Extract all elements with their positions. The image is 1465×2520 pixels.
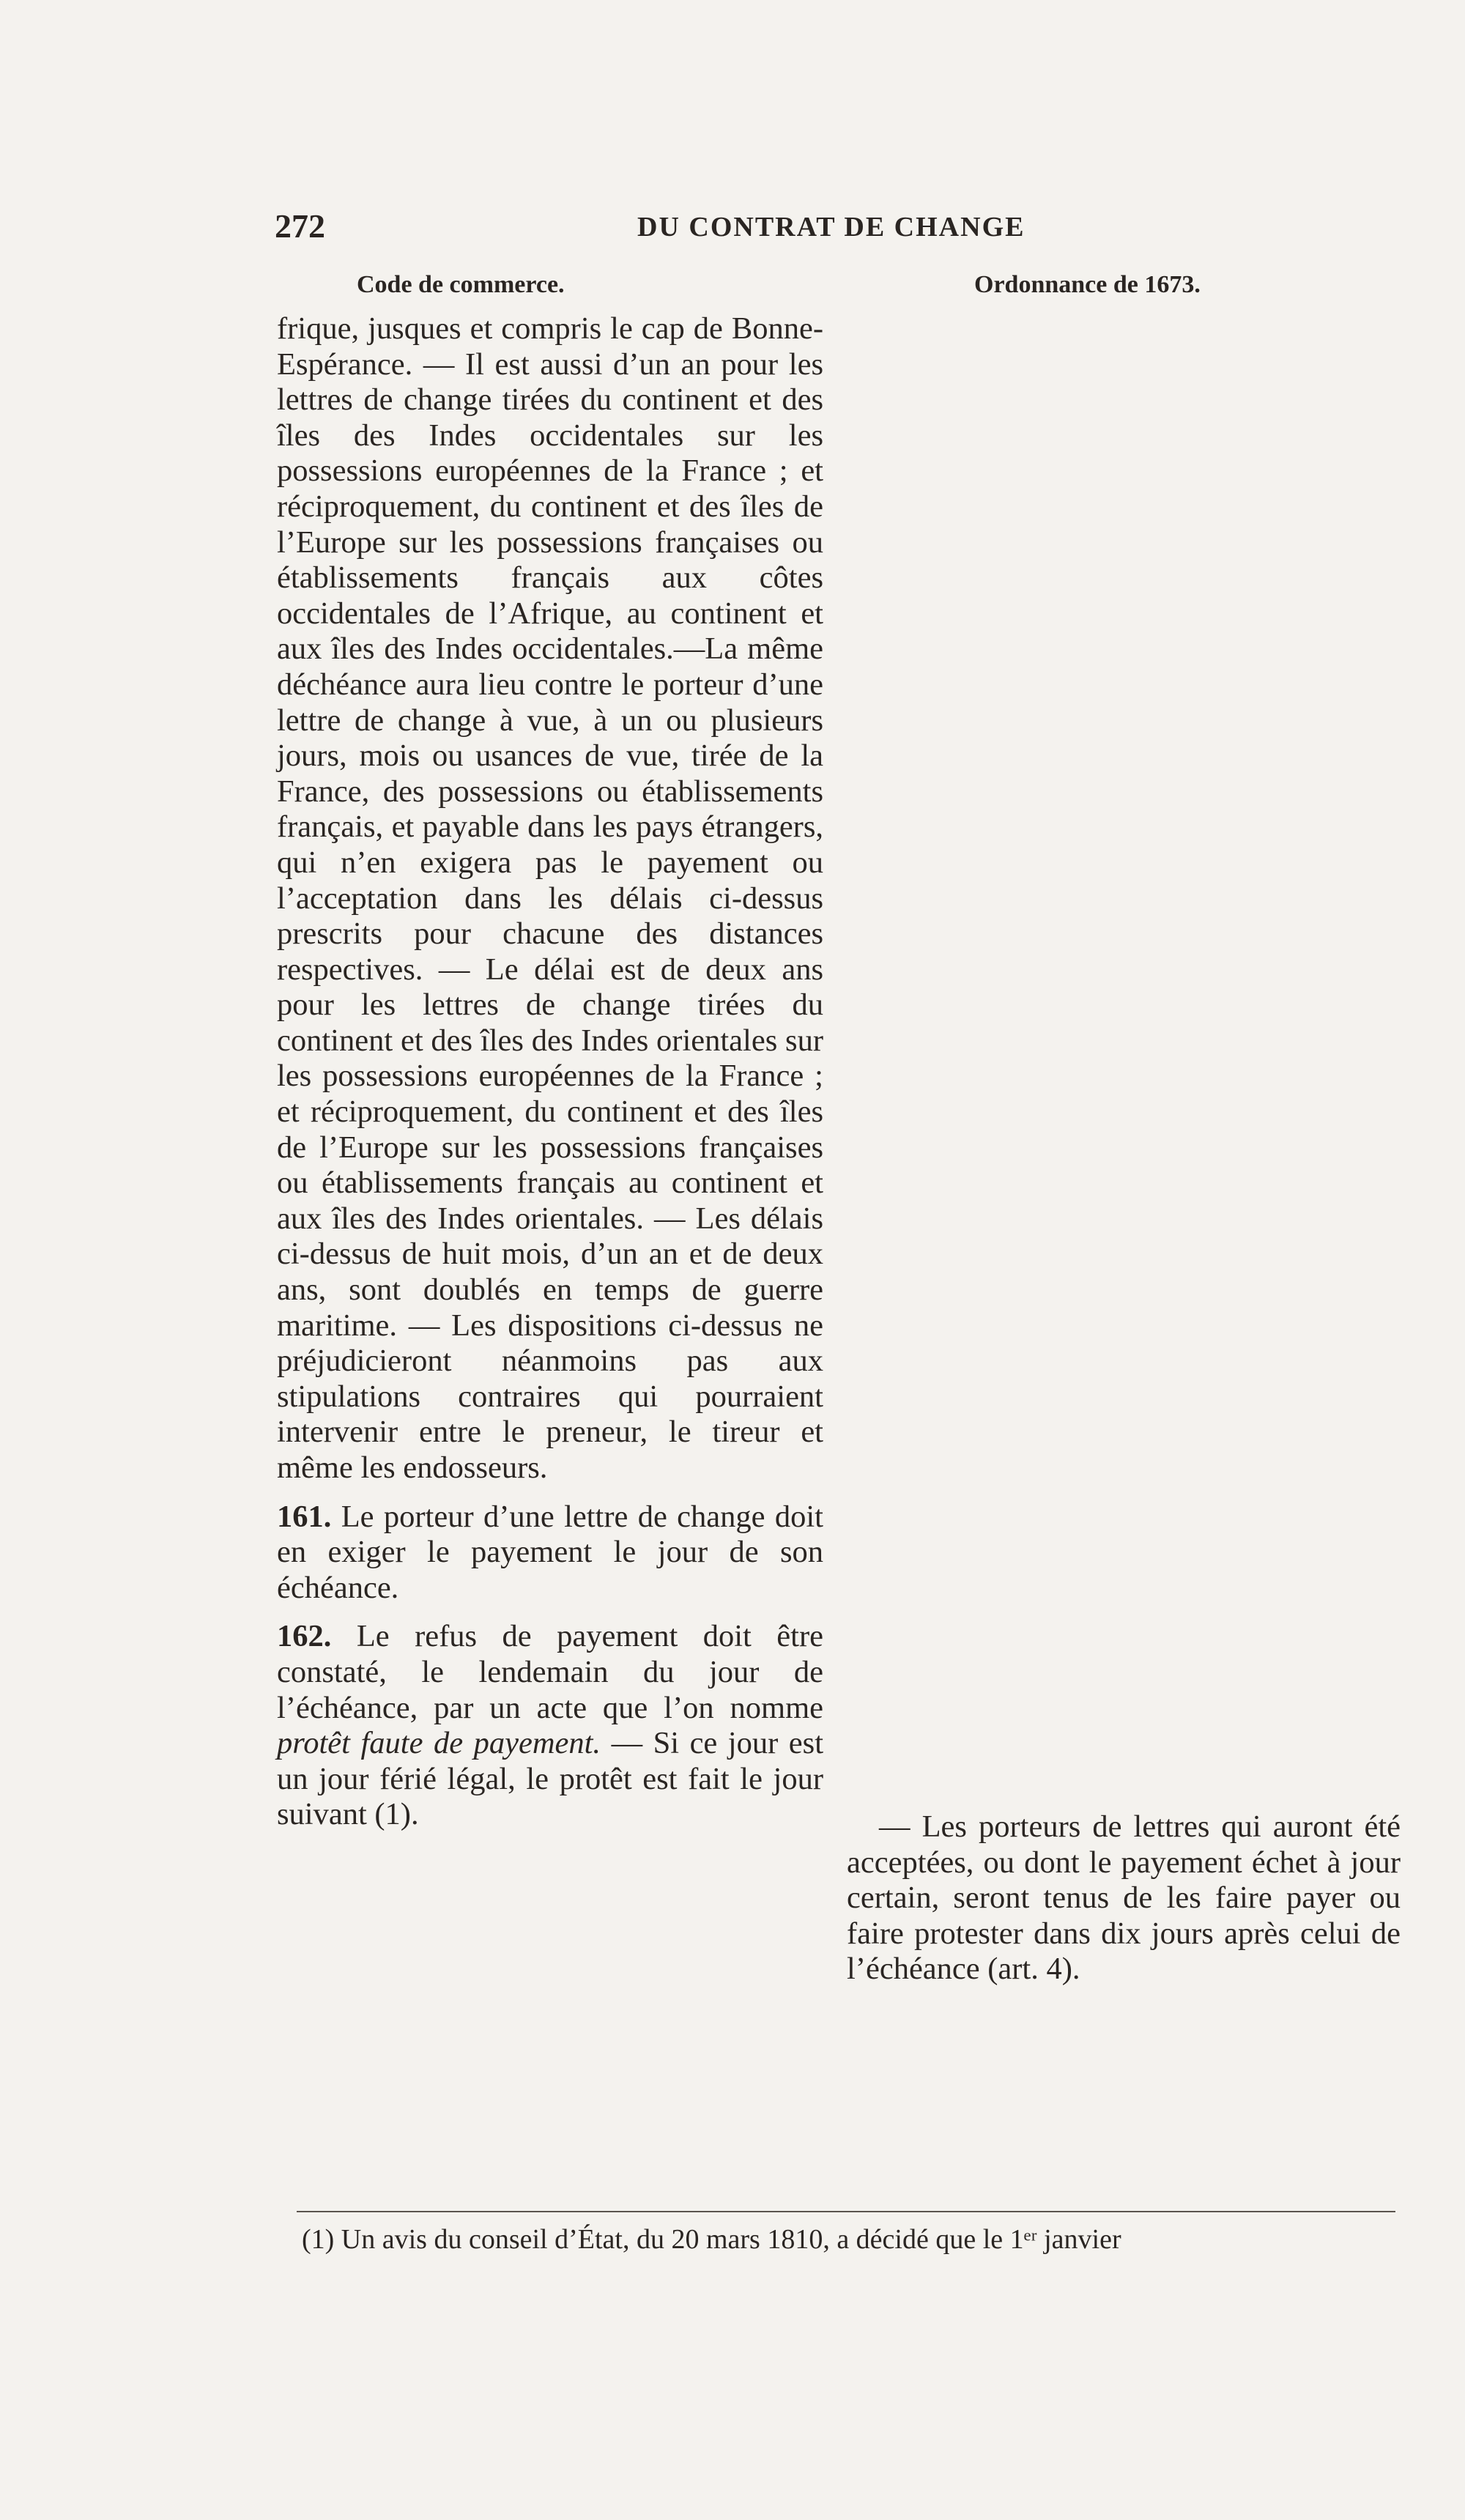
page-number: 272	[275, 207, 325, 245]
right-column-heading: Ordonnance de 1673.	[974, 271, 1201, 298]
page-header	[275, 207, 1044, 251]
article-161-number: 161.	[277, 1499, 332, 1534]
article-162-number: 162.	[277, 1619, 332, 1654]
footnote: (1) Un avis du conseil d’État, du 20 mars 1810, a décidé que le 1ᵉʳ janvier	[302, 2224, 1121, 2255]
left-column	[277, 311, 823, 1833]
article-162-text-a: Le refus de payement doit être constaté, le lendemain du jour de l’échéance, par un acte que l’on nomme	[277, 1619, 823, 1725]
footnote-divider	[297, 2211, 1395, 2212]
article-161	[277, 1500, 823, 1606]
right-column	[847, 1809, 1401, 1987]
article-162	[277, 1619, 823, 1833]
right-paragraph-1: — Les porteurs de lettres qui auront été acceptées, ou dont le payement échet à jour certain, seront tenus de les faire payer ou faire protester dans dix jours après celui de l’échéance (art. 4).	[847, 1809, 1401, 1987]
running-title: DU CONTRAT DE CHANGE	[637, 212, 1026, 242]
left-column-heading: Code de commerce.	[357, 271, 565, 298]
article-161-text: Le porteur d’une lettre de change doit en exiger le payement le jour de son échéance.	[277, 1499, 823, 1605]
left-paragraph-1: frique, jusques et compris le cap de Bonne-Espérance. — Il est aussi d’un an pour les lettres de change tirées du continent et des îles des Indes occidentales sur les possessions européennes de la France ; et réciproquement, du continent et des îles de l’Europe sur les possessions françaises ou établissements français aux côtes occidentales de l’Afrique, au continent et aux îles des Indes occidentales.—La même déchéance aura lieu contre le porteur d’une lettre de change à vue, à un ou plusieurs jours, mois ou usances de vue, tirée de la France, des possessions ou établissements français, et payable dans les pays étrangers, qui n’en exigera pas le payement ou l’acceptation dans les délais ci-dessus prescrits pour chacune des distances respectives. — Le délai est de deux ans pour les lettres de change tirées du continent et des îles des Indes orientales sur les possessions européennes de la France ; et réciproquement, du continent et des îles de l’Europe sur les possessions françaises ou établissements français au continent et aux îles des Indes orientales. — Les délais ci-dessus de huit mois, d’un an et de deux ans, sont doublés en temps de guerre maritime. — Les dispositions ci-dessus ne préjudicieront néanmoins pas aux stipulations contraires qui pourraient intervenir entre le preneur, le tireur et même les endosseurs.	[277, 311, 823, 1485]
article-162-text-b: — Si ce jour est un jour férié légal, le protêt est fait le jour suivant (1).	[277, 1726, 824, 1832]
article-162-italic-term: protêt faute de payement.	[277, 1726, 601, 1761]
